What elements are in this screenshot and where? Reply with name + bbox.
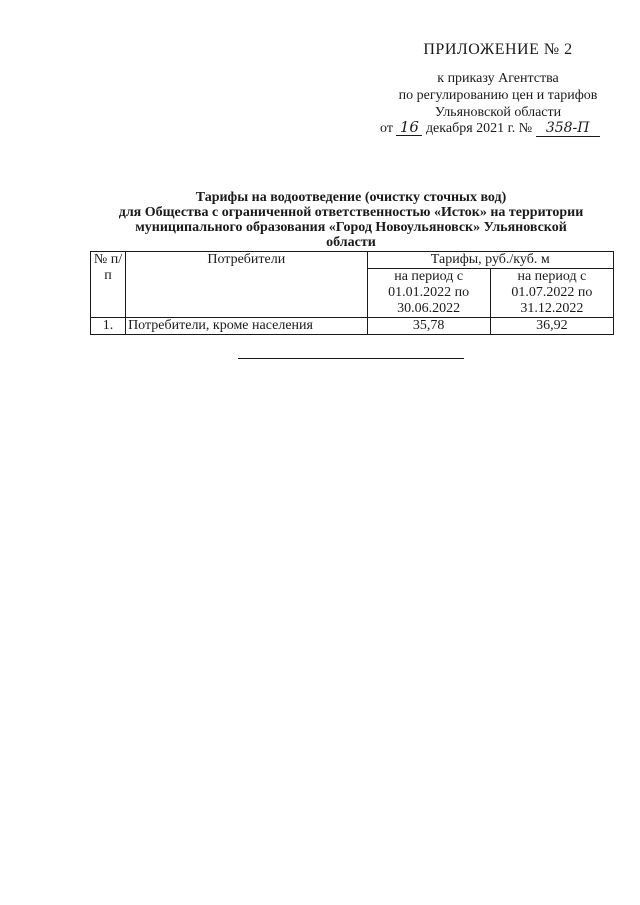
header-consumers: Потребители [126, 252, 367, 318]
appendix-line: Ульяновской области [434, 105, 562, 120]
order-day-handwritten: 16 [396, 120, 422, 136]
row-num: 1. [91, 318, 126, 335]
header-tariffs: Тарифы, руб./куб. м [367, 252, 613, 269]
appendix-block [360, 40, 636, 121]
appendix-line: к приказу Агентства [437, 71, 559, 86]
tariff-table [90, 251, 614, 335]
row-consumer: Потребители, кроме населения [126, 318, 367, 335]
closing-rule [238, 358, 464, 359]
header-period-1: на период с 01.01.2022 по 30.06.2022 [367, 269, 490, 318]
order-month-year: декабря 2021 г. № [425, 121, 533, 136]
document-title [86, 190, 616, 250]
document-title-line: для Общества с ограниченной ответственностью «Исток» на территории [118, 205, 584, 220]
document-title-line: Тарифы на водоотведение (очистку сточных вод) [195, 190, 507, 205]
order-number-handwritten: 358-П [536, 121, 600, 137]
row-tariff-2: 36,92 [490, 318, 613, 335]
header-num: № п/п [91, 252, 126, 318]
order-reference [380, 120, 600, 137]
appendix-title: ПРИЛОЖЕНИЕ № 2 [423, 41, 573, 58]
document-title-line: области [326, 235, 376, 250]
appendix-line: по регулированию цен и тарифов [398, 88, 598, 103]
header-period-2: на период с 01.07.2022 по 31.12.2022 [490, 269, 613, 318]
table-row [91, 318, 614, 335]
document-title-line: муниципального образования «Город Новоульяновск» Ульяновской [135, 220, 567, 235]
table-header-row [91, 252, 614, 269]
row-tariff-1: 35,78 [367, 318, 490, 335]
order-prefix: от [380, 121, 393, 136]
